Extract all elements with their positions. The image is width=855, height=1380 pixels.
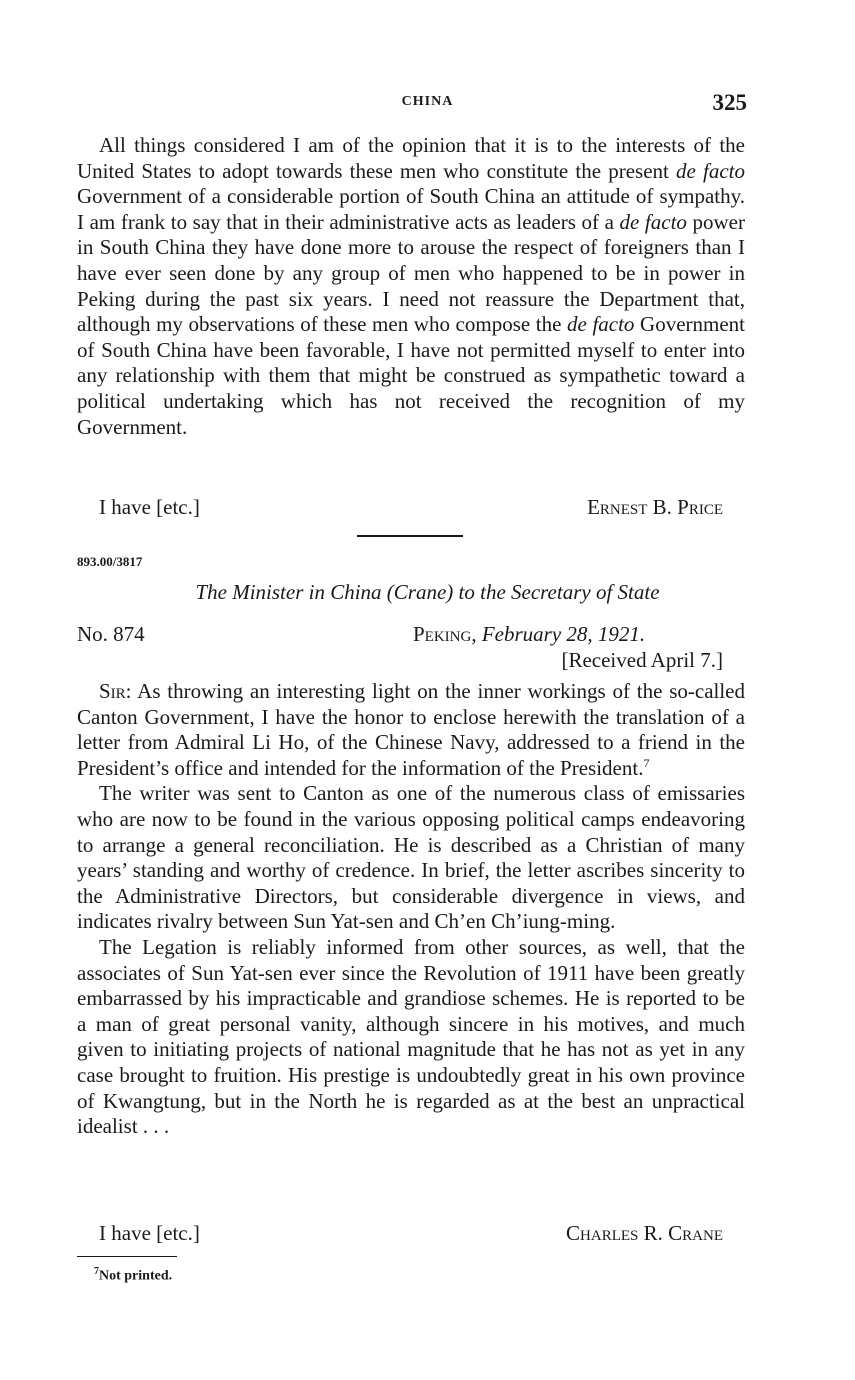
closing: I have [etc.]: [99, 1221, 200, 1245]
footnote-reference: 7: [643, 755, 650, 770]
signature: Ernest B. Price: [587, 495, 723, 519]
footnote: [94, 1266, 172, 1285]
letter-body-2: [77, 679, 745, 1140]
salutation: Sir:: [99, 679, 132, 703]
running-title: CHINA: [401, 94, 454, 109]
text-run: power in South China they have done more to arouse the respect of foreigners than I have ever seen done by any group of men who happened to be in power in Peking during the past six years. I need not reassure the Department that, although my observations of these men who compose the: [77, 209, 745, 337]
section-divider: [357, 535, 463, 537]
page-number: 325: [712, 90, 747, 115]
dateline-place: Peking,: [413, 622, 477, 646]
running-head: [0, 90, 855, 120]
text-run: Government of South China have been favorable, I have not permitted myself to enter into any relationship with them that might be construed as sympathetic toward a political undertaking which has not received the recognition of my Government.: [77, 312, 745, 439]
file-number: 893.00/3817: [77, 554, 143, 569]
text-run: All things considered I am of the opinion that it is to the interests of the United States to adopt towards these men who constitute the present: [77, 133, 745, 183]
italic-term: de facto: [567, 312, 635, 337]
signature: Charles R. Crane: [566, 1221, 723, 1245]
text-run: As throwing an interesting light on the inner workings of the so-called Canton Government, I have the honor to enclose herewith the translation of a letter from Admiral Li Ho, of the Chinese Navy, addressed to a friend in the President’s office and intended for the information of the President.: [77, 679, 745, 780]
closing-row-1: [77, 495, 745, 521]
italic-term: de facto: [676, 158, 746, 183]
closing: I have [etc.]: [99, 495, 200, 519]
dateline: [413, 622, 645, 647]
paragraph: The writer was sent to Canton as one of the numerous class of emissaries who are now to be found in the various opposing political camps endeavoring to arrange a general reconciliation. He is described as a Christian of many years’ standing and worthy of credence. In brief, the letter ascribes sincerity to the Administrative Directors, but considerable divergence in views, and indicates rivalry between Sun Yat-sen and Ch’en Ch’iung-ming.: [77, 781, 745, 934]
italic-term: de facto: [619, 209, 687, 234]
document-number: No. 874: [77, 622, 145, 646]
closing-row-2: [77, 1221, 745, 1247]
footnote-divider: [77, 1256, 177, 1257]
paragraph: [77, 133, 745, 440]
footnote-mark: 7: [94, 1266, 99, 1277]
dateline-date: February 28, 1921.: [481, 622, 646, 646]
received-date: [Received April 7.]: [561, 648, 723, 672]
footnote-text: Not printed.: [99, 1268, 173, 1284]
received-row: [77, 648, 745, 674]
dateline-row: [77, 622, 745, 648]
paragraph: The Legation is reliably informed from other sources, as well, that the associates of Sun Yat-sen ever since the Revolution of 1911 have been greatly embarrassed by his impracticable and grandiose schemes. He is reported to be a man of great personal vanity, although sincere in his motives, and much given to initiating projects of national magnitude that he has not as yet in any case brought to fruition. His prestige is undoubtedly great in his own province of Kwangtung, but in the North he is regarded as at the best an unpractical idealist . . .: [77, 934, 745, 1139]
letter-body-1: [77, 133, 745, 440]
text-run: Government of a considerable portion of South China an attitude of sympathy. I am frank to say that in their administrative acts as leaders of a: [77, 184, 745, 234]
paragraph: [77, 679, 745, 781]
document-heading: The Minister in China (Crane) to the Secretary of State: [195, 580, 660, 604]
